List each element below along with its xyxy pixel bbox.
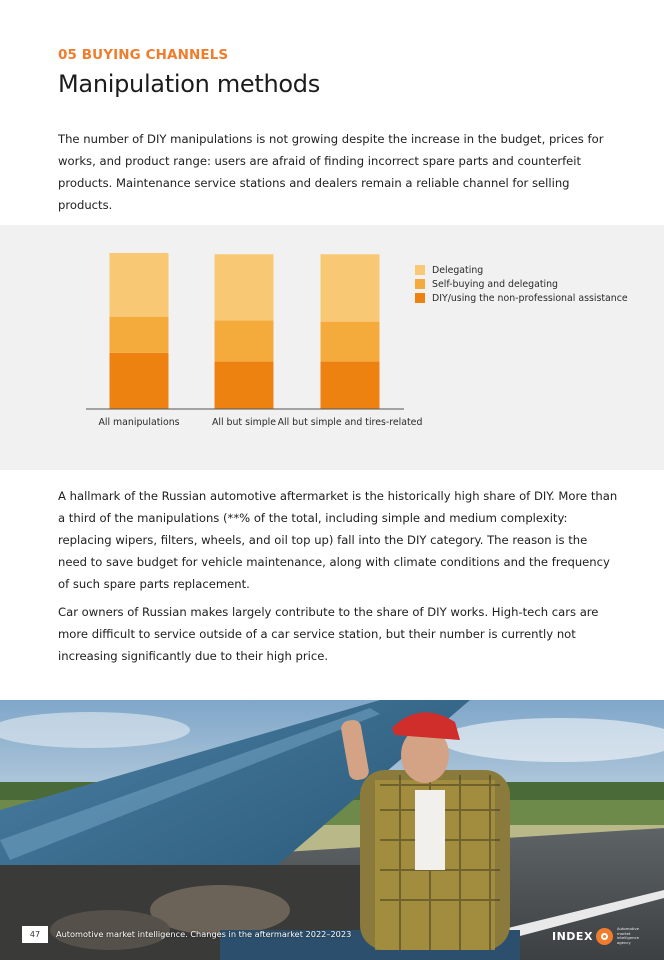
- bar-segment-1-1: [110, 353, 169, 409]
- bar-segment-2-3: [215, 254, 274, 320]
- legend-item: [415, 263, 628, 277]
- page-number: 47: [22, 926, 48, 943]
- index-logo: [552, 926, 653, 946]
- bar-segment-3-2: [321, 322, 380, 362]
- logo-subtitle: Automotive market intelligence agency: [616, 926, 639, 945]
- intro-paragraph: The number of DIY manipulations is not growing despite the increase in the budget, prices for works, and product range: users are afraid of finding incorrect spare parts and counterfeit products. Maintenance service stations and dealers remain a reliable channel for selling products.: [58, 132, 604, 212]
- bar-segment-1-2: [110, 317, 169, 353]
- body-paragraph-1: A hallmark of the Russian automotive aftermarket is the historically high share of DIY. More than a third of the manipulations (**% of the total, including simple and medium complexity: replacing wipers, filters, wheels, and oil top up) fall into the DIY category. The reason is the need to save budget for vehicle maintenance, along with climate conditions and the frequency of such spare parts replacement.: [58, 489, 618, 591]
- bar-segment-2-2: [215, 320, 274, 361]
- logo-text: INDEX: [552, 929, 593, 943]
- logo-mark-icon: [596, 928, 613, 945]
- bar-segment-3-1: [321, 362, 380, 409]
- legend-item: [415, 291, 628, 305]
- bar-segment-2-1: [215, 362, 274, 409]
- body-paragraph-2: Car owners of Russian makes largely contribute to the share of DIY works. High-tech cars are more difficult to service outside of a car service station, but their number is currently not increasing significantly due to their high price.: [58, 605, 599, 663]
- photo-illustration: [0, 700, 664, 960]
- footer-text: Automotive market intelligence. Changes in the aftermarket 2022–2023: [56, 929, 352, 939]
- man-repairing-car-photo: [0, 700, 664, 960]
- legend-swatch: [415, 279, 425, 289]
- legend-label: Delegating: [432, 264, 484, 276]
- stacked-bar-chart: [0, 225, 664, 470]
- legend-swatch: [415, 293, 425, 303]
- legend-swatch: [415, 265, 425, 275]
- category-label: All but simple: [211, 417, 277, 428]
- legend-label: Self-buying and delegating: [432, 278, 558, 290]
- chart-legend: [415, 263, 628, 305]
- legend-label: DIY/using the non-professional assistance: [432, 292, 628, 304]
- legend-item: [415, 277, 628, 291]
- section-label: 05 BUYING CHANNELS: [58, 47, 229, 63]
- page-title: Manipulation methods: [58, 70, 320, 98]
- bar-segment-1-3: [110, 253, 169, 317]
- bar-segment-3-3: [321, 254, 380, 321]
- chart-panel: [0, 225, 664, 470]
- category-label: All but simple and tires-related: [277, 417, 423, 428]
- category-label: All manipulations: [98, 417, 180, 428]
